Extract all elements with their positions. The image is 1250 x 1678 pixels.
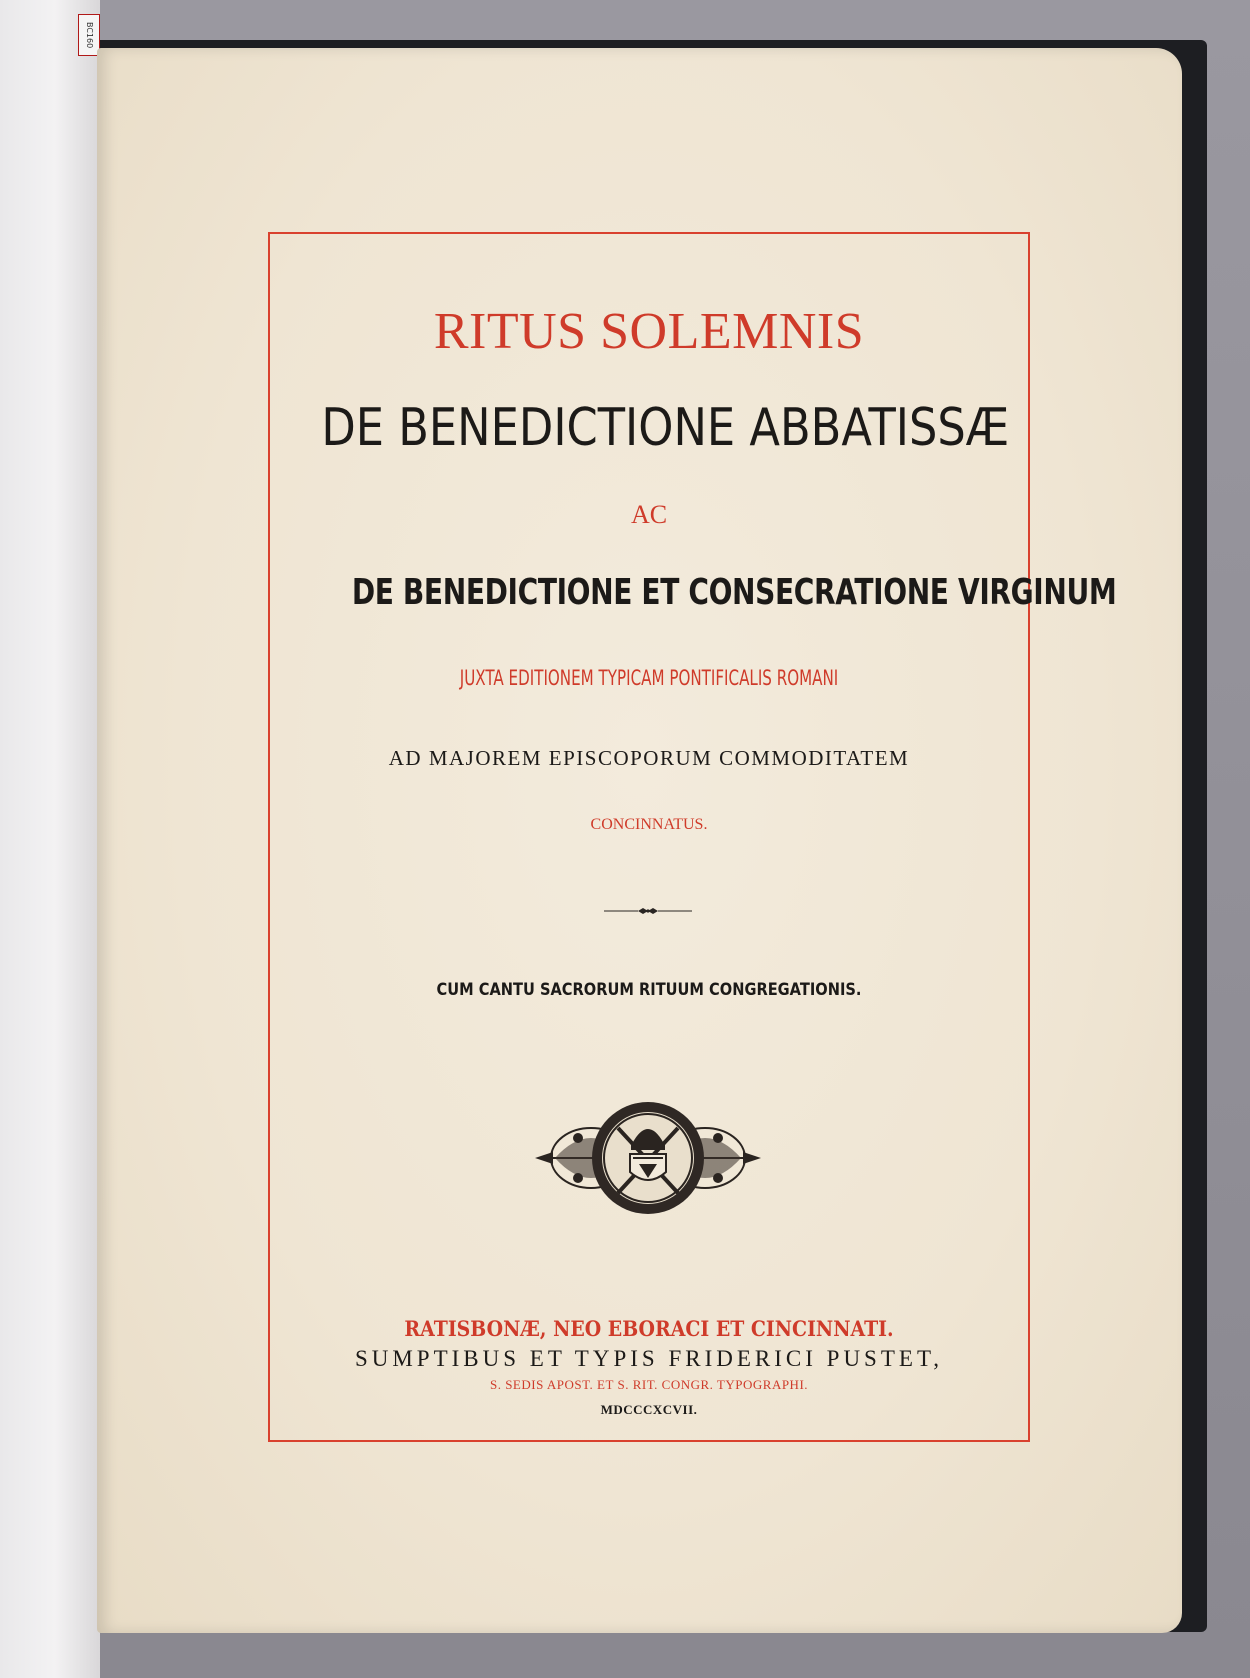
subtitle-concinnatus: CONCINNATUS. <box>590 816 708 833</box>
ornamental-rule-icon <box>604 905 692 917</box>
papal-arms-vignette-icon <box>533 1098 763 1218</box>
imprint-role: S. SEDIS APOST. ET S. RIT. CONGR. TYPOGRAPHI. <box>489 1377 809 1392</box>
imprint-year: MDCCCXCVII. <box>600 1402 698 1417</box>
shelf-label: BC160 <box>78 14 100 56</box>
title-line-abbatissae: DE BENEDICTIONE ABBATISSÆ <box>321 398 1010 458</box>
imprint-publisher: SUMPTIBUS ET TYPIS FRIDERICI PUSTET, <box>354 1346 944 1371</box>
subtitle-ad-majorem: AD MAJOREM EPISCOPORUM COMMODITATEM <box>388 746 910 770</box>
cum-cantu-line: CUM CANTU SACRORUM RITUUM CONGREGATIONIS. <box>436 980 862 1000</box>
title-line-ac: AC <box>630 500 668 529</box>
title-line-ritus: RITUS SOLEMNIS <box>433 303 865 360</box>
title-line-virginum: DE BENEDICTIONE ET CONSECRATIONE VIRGINUM <box>351 572 1117 613</box>
imprint-place: RATISBONÆ, NEO EBORACI ET CINCINNATI. <box>404 1316 894 1341</box>
flyleaf <box>0 0 100 1678</box>
subtitle-juxta: JUXTA EDITIONEM TYPICAM PONTIFICALIS ROMANI <box>459 666 839 690</box>
